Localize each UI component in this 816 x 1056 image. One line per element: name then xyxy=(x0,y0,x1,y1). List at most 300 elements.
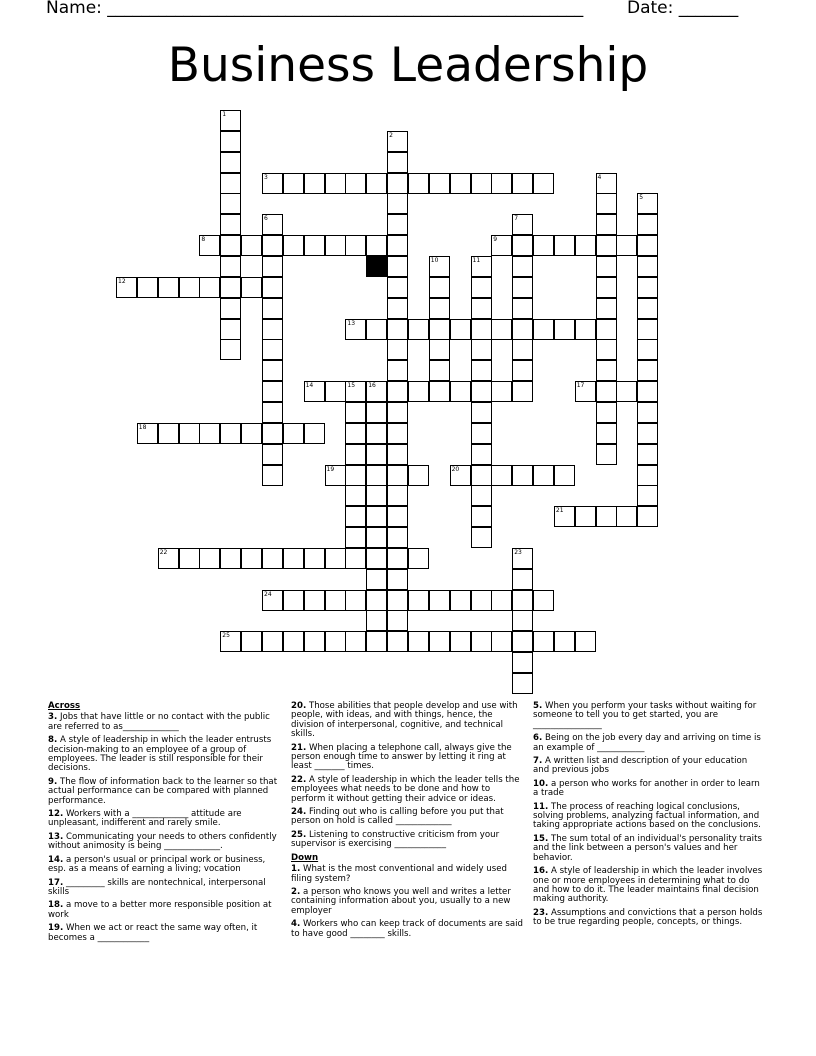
crossword-cell[interactable] xyxy=(387,402,408,423)
crossword-cell[interactable] xyxy=(637,319,658,340)
crossword-cell[interactable] xyxy=(637,339,658,360)
crossword-cell[interactable] xyxy=(345,506,366,527)
crossword-cell[interactable] xyxy=(512,673,533,694)
crossword-cell[interactable] xyxy=(304,631,325,652)
clue-item: 6. Being on the job every day and arriving on time is an example of ___________ xyxy=(533,733,761,753)
clue-item: 7. A written list and description of your education and previous jobs xyxy=(533,756,748,776)
crossword-cell[interactable] xyxy=(637,423,658,444)
crossword-cell[interactable] xyxy=(366,506,387,527)
crossword-cell[interactable] xyxy=(262,298,283,319)
crossword-cell[interactable] xyxy=(262,631,283,652)
crossword-cell[interactable] xyxy=(554,235,575,256)
crossword-cell[interactable] xyxy=(471,590,492,611)
crossword-cell[interactable] xyxy=(533,590,554,611)
crossword-cell[interactable] xyxy=(408,631,429,652)
crossword-cell[interactable] xyxy=(387,381,408,402)
crossword-cell[interactable] xyxy=(262,548,283,569)
crossword-cell[interactable] xyxy=(637,193,658,214)
crossword-cell[interactable] xyxy=(596,423,617,444)
clue-item: 5. When you perform your tasks without waiting for someone to tell you to get started, you are ________________ xyxy=(533,701,757,730)
crossword-cell[interactable] xyxy=(616,235,637,256)
crossword-cell[interactable] xyxy=(554,319,575,340)
crossword-cell[interactable] xyxy=(408,173,429,194)
crossword-cell[interactable] xyxy=(637,277,658,298)
crossword-cell[interactable] xyxy=(637,381,658,402)
crossword-cell[interactable] xyxy=(512,214,533,235)
crossword-cell[interactable] xyxy=(241,631,262,652)
crossword-cell[interactable] xyxy=(241,423,262,444)
crossword-cell[interactable] xyxy=(179,423,200,444)
crossword-cell[interactable] xyxy=(491,235,512,256)
crossword-cell[interactable] xyxy=(512,590,533,611)
crossword-cell[interactable] xyxy=(429,256,450,277)
crossword-cell[interactable] xyxy=(262,235,283,256)
crossword-cell[interactable] xyxy=(262,402,283,423)
crossword-cell[interactable] xyxy=(220,277,241,298)
crossword-cell[interactable] xyxy=(158,548,179,569)
clue-number: 5 xyxy=(639,194,644,202)
crossword-cell[interactable] xyxy=(220,256,241,277)
crossword-cell[interactable] xyxy=(345,173,366,194)
crossword-cell[interactable] xyxy=(637,298,658,319)
clue-number: 14 xyxy=(305,382,314,390)
clue-item: 15. The sum total of an individual's personality traits and the link between a person's values and her behavior. xyxy=(533,833,762,863)
crossword-cell[interactable] xyxy=(262,423,283,444)
crossword-cell[interactable] xyxy=(596,319,617,340)
clue-item: 17. _________ skills are nontechnical, interpersonal skills xyxy=(48,877,266,897)
clue-item: 16. A style of leadership in which the leader involves one or more employees in determining what to do and how to do it. The leader maintains final decision making authority. xyxy=(533,866,763,905)
crossword-cell[interactable] xyxy=(345,527,366,548)
crossword-cell[interactable] xyxy=(596,506,617,527)
clue-number: 20 xyxy=(451,465,460,473)
crossword-cell[interactable] xyxy=(637,506,658,527)
crossword-cell[interactable] xyxy=(325,631,346,652)
crossword-cell[interactable] xyxy=(387,569,408,590)
clue-item: 18. a move to a better more responsible position at work xyxy=(48,900,272,920)
crossword-cell[interactable] xyxy=(512,631,533,652)
crossword-cell[interactable] xyxy=(596,256,617,277)
crossword-cell[interactable] xyxy=(387,152,408,173)
crossword-cell[interactable] xyxy=(345,590,366,611)
clue-item: 4. Workers who can keep track of documents are said to have good ________ skills. xyxy=(291,919,523,939)
crossword-cell[interactable] xyxy=(137,423,158,444)
crossword-cell[interactable] xyxy=(512,652,533,673)
crossword-cell[interactable] xyxy=(366,444,387,465)
clue-item: 22. A style of leadership in which the leader tells the employees what needs to be done and how to perform it without getting their advice or ideas. xyxy=(291,774,520,804)
crossword-cell[interactable] xyxy=(137,277,158,298)
crossword-cell[interactable] xyxy=(366,590,387,611)
crossword-cell[interactable] xyxy=(637,485,658,506)
crossword-cell[interactable] xyxy=(387,485,408,506)
crossword-cell[interactable] xyxy=(471,423,492,444)
crossword-cell[interactable] xyxy=(450,319,471,340)
crossword-cell[interactable] xyxy=(471,381,492,402)
crossword-cell[interactable] xyxy=(283,590,304,611)
crossword-cell[interactable] xyxy=(533,235,554,256)
clue-item: 3. Jobs that have little or no contact with the public are referred to as_____________ xyxy=(48,712,270,732)
crossword-cell[interactable] xyxy=(199,235,220,256)
crossword-cell[interactable] xyxy=(596,381,617,402)
clue-item: 14. a person's usual or principal work or business, esp. as a means of earning a living; vocation xyxy=(48,854,266,875)
crossword-cell[interactable] xyxy=(220,548,241,569)
crossword-cell[interactable] xyxy=(491,465,512,486)
crossword-cell[interactable] xyxy=(220,235,241,256)
crossword-cell[interactable] xyxy=(262,360,283,381)
clue-number: 10 xyxy=(430,257,439,264)
crossword-cell[interactable] xyxy=(450,465,471,486)
crossword-cell[interactable] xyxy=(471,319,492,340)
crossword-cell[interactable] xyxy=(325,548,346,569)
crossword-cell[interactable] xyxy=(220,423,241,444)
crossword-cell[interactable] xyxy=(637,256,658,277)
crossword-cell[interactable] xyxy=(366,569,387,590)
crossword-cell[interactable] xyxy=(575,506,596,527)
clue-number: 8 xyxy=(201,236,206,244)
crossword-cell[interactable] xyxy=(366,548,387,569)
crossword-cell[interactable] xyxy=(158,423,179,444)
crossword-cell[interactable] xyxy=(366,319,387,340)
crossword-cell[interactable] xyxy=(387,214,408,235)
crossword-cell[interactable] xyxy=(512,569,533,590)
crossword-cell[interactable] xyxy=(575,631,596,652)
crossword-cell[interactable] xyxy=(637,214,658,235)
crossword-cell[interactable] xyxy=(491,590,512,611)
crossword-cell[interactable] xyxy=(408,319,429,340)
crossword-cell[interactable] xyxy=(345,444,366,465)
crossword-cell[interactable] xyxy=(387,256,408,277)
crossword-cell[interactable] xyxy=(471,465,492,486)
crossword-cell[interactable] xyxy=(387,193,408,214)
clues-column-1 xyxy=(48,702,280,947)
clue-item: 10. a person who works for another in order to learn a trade xyxy=(533,778,760,799)
crossword-cell[interactable] xyxy=(387,131,408,152)
clue-item: 13. Communicating your needs to others confidently without animosity is being _____________. xyxy=(48,831,277,852)
crossword-cell[interactable] xyxy=(179,548,200,569)
crossword-cell[interactable] xyxy=(596,193,617,214)
crossword-cell[interactable] xyxy=(387,319,408,340)
clue-number: 21 xyxy=(555,507,564,515)
crossword-cell[interactable] xyxy=(366,423,387,444)
crossword-cell[interactable] xyxy=(325,235,346,256)
crossword-cell[interactable] xyxy=(450,631,471,652)
crossword-cell[interactable] xyxy=(616,381,637,402)
crossword-cell[interactable] xyxy=(491,381,512,402)
crossword-cell[interactable] xyxy=(220,173,241,194)
clue-number: 25 xyxy=(222,632,230,640)
crossword-cell[interactable] xyxy=(596,360,617,381)
crossword-cell[interactable] xyxy=(262,339,283,360)
clue-item: 12. Workers with a _____________ attitude are unpleasant, indifferent and rarely smile. xyxy=(48,809,242,829)
crossword-cell[interactable] xyxy=(387,360,408,381)
crossword-cell[interactable] xyxy=(408,465,429,486)
crossword-cell[interactable] xyxy=(262,214,283,235)
crossword-cell[interactable] xyxy=(596,444,617,465)
crossword-cell[interactable] xyxy=(575,381,596,402)
across-clue-list-continued xyxy=(291,702,523,850)
crossword-cell[interactable] xyxy=(366,485,387,506)
crossword-cell[interactable] xyxy=(304,381,325,402)
crossword-cell[interactable] xyxy=(408,548,429,569)
crossword-cell[interactable] xyxy=(471,360,492,381)
crossword-cell[interactable] xyxy=(429,298,450,319)
name-field-label: Name: ________________________________________________________ xyxy=(46,0,584,18)
crossword-cell[interactable] xyxy=(220,298,241,319)
crossword-cell[interactable] xyxy=(471,173,492,194)
crossword-cell[interactable] xyxy=(512,235,533,256)
clue-number: 17 xyxy=(576,382,585,390)
crossword-cell[interactable] xyxy=(345,423,366,444)
crossword-cell[interactable] xyxy=(345,402,366,423)
crossword-cell[interactable] xyxy=(199,423,220,444)
clue-number: 1 xyxy=(222,111,227,118)
crossword-cell[interactable] xyxy=(158,277,179,298)
clue-number: 6 xyxy=(264,215,268,223)
crossword-cell[interactable] xyxy=(596,339,617,360)
crossword-cell[interactable] xyxy=(220,319,241,340)
crossword-cell[interactable] xyxy=(596,298,617,319)
crossword-cell[interactable] xyxy=(491,631,512,652)
crossword-cell[interactable] xyxy=(429,381,450,402)
crossword-cell[interactable] xyxy=(429,631,450,652)
crossword-cell[interactable] xyxy=(637,235,658,256)
crossword-cell[interactable] xyxy=(220,339,241,360)
crossword-cell[interactable] xyxy=(450,381,471,402)
crossword-cell[interactable] xyxy=(387,610,408,631)
across-clue-list xyxy=(48,713,280,943)
clue-number: 2 xyxy=(389,131,393,139)
across-heading: Across xyxy=(48,701,81,711)
crossword-cell[interactable] xyxy=(596,214,617,235)
crossword-cell[interactable] xyxy=(304,423,325,444)
crossword-cell[interactable] xyxy=(554,631,575,652)
clue-number: 7 xyxy=(514,215,519,223)
crossword-cell[interactable] xyxy=(512,360,533,381)
down-clue-list-continued xyxy=(533,702,765,928)
crossword-cell[interactable] xyxy=(429,590,450,611)
crossword-cell[interactable] xyxy=(596,173,617,194)
crossword-cell[interactable] xyxy=(429,339,450,360)
date-field-label: Date: _______ xyxy=(627,0,739,18)
crossword-cell[interactable] xyxy=(471,339,492,360)
clue-item: 2. a person who knows you well and writes a letter containing information about you, usually to a new employer xyxy=(291,886,511,916)
crossword-cell[interactable] xyxy=(512,277,533,298)
crossword-cell[interactable] xyxy=(366,381,387,402)
clue-number: 11 xyxy=(472,257,481,264)
clue-item: 25. Listening to constructive criticism from your supervisor is exercising ____________ xyxy=(291,829,500,850)
crossword-cell[interactable] xyxy=(512,298,533,319)
crossword-cell[interactable] xyxy=(471,527,492,548)
crossword-cell[interactable] xyxy=(345,548,366,569)
crossword-cell[interactable] xyxy=(241,277,262,298)
crossword-cell[interactable] xyxy=(408,381,429,402)
crossword-cell[interactable] xyxy=(262,256,283,277)
crossword-cell[interactable] xyxy=(596,235,617,256)
crossword-cell[interactable] xyxy=(262,465,283,486)
crossword-cell[interactable] xyxy=(220,631,241,652)
crossword-cell[interactable] xyxy=(512,465,533,486)
crossword-cell[interactable] xyxy=(345,485,366,506)
clues-column-2 xyxy=(291,702,523,943)
clue-item: 9. The flow of information back to the learner so that actual performance can be compared with planned performance. xyxy=(48,776,278,806)
crossword-cell[interactable] xyxy=(220,193,241,214)
crossword-cell[interactable] xyxy=(304,590,325,611)
crossword-cell[interactable] xyxy=(325,590,346,611)
crossword-cell[interactable] xyxy=(220,131,241,152)
crossword-cell[interactable] xyxy=(471,298,492,319)
crossword-cell[interactable] xyxy=(366,465,387,486)
crossword-cell[interactable] xyxy=(616,506,637,527)
crossword-cell[interactable] xyxy=(533,173,554,194)
crossword-cell[interactable] xyxy=(345,465,366,486)
crossword-cell[interactable] xyxy=(262,319,283,340)
crossword-cell[interactable] xyxy=(387,173,408,194)
crossword-cell[interactable] xyxy=(512,339,533,360)
crossword-cell[interactable] xyxy=(179,277,200,298)
crossword-cell[interactable] xyxy=(533,465,554,486)
crossword-cell[interactable] xyxy=(366,610,387,631)
crossword-cell[interactable] xyxy=(345,235,366,256)
crossword-cell[interactable] xyxy=(596,277,617,298)
crossword-cell[interactable] xyxy=(533,319,554,340)
crossword-cell[interactable] xyxy=(220,152,241,173)
crossword-cell[interactable] xyxy=(366,402,387,423)
crossword-cell[interactable] xyxy=(554,465,575,486)
crossword-cell[interactable] xyxy=(575,319,596,340)
crossword-cell[interactable] xyxy=(450,590,471,611)
crossword-cell[interactable] xyxy=(512,381,533,402)
clue-item: 1. What is the most conventional and widely used filing system? xyxy=(291,864,507,884)
black-square xyxy=(366,256,387,277)
crossword-cell[interactable] xyxy=(345,319,366,340)
crossword-cell[interactable] xyxy=(491,173,512,194)
crossword-cell[interactable] xyxy=(283,631,304,652)
crossword-cell[interactable] xyxy=(533,631,554,652)
crossword-cell[interactable] xyxy=(262,173,283,194)
down-heading: Down xyxy=(291,852,319,863)
crossword-cell[interactable] xyxy=(387,465,408,486)
crossword-cell[interactable] xyxy=(637,402,658,423)
clues-column-3 xyxy=(533,702,765,932)
crossword-cell[interactable] xyxy=(387,339,408,360)
crossword-cell[interactable] xyxy=(283,548,304,569)
clue-number: 18 xyxy=(138,423,147,431)
crossword-cell[interactable] xyxy=(387,277,408,298)
clue-item: 8. A style of leadership in which the leader entrusts decision-making to an employee of a group of employees. The leader is still responsible for their decisions. xyxy=(48,735,272,774)
crossword-cell[interactable] xyxy=(345,381,366,402)
crossword-cell[interactable] xyxy=(512,319,533,340)
clue-item: 21. When placing a telephone call, always give the person enough time to answer by letting it ring at least _______ times. xyxy=(291,742,512,772)
clue-item: 19. When we act or react the same way often, it becomes a ____________ xyxy=(48,923,258,943)
crossword-cell[interactable] xyxy=(512,610,533,631)
crossword-cell[interactable] xyxy=(471,485,492,506)
clue-number: 16 xyxy=(368,382,376,390)
crossword-cell[interactable] xyxy=(471,631,492,652)
crossword-cell[interactable] xyxy=(387,548,408,569)
clue-number: 9 xyxy=(493,236,498,244)
crossword-cell[interactable] xyxy=(512,548,533,569)
clue-item: 11. The process of reaching logical conclusions, solving problems, analyzing factual information, and taking appropriate actions based on the conclusions. xyxy=(533,801,761,831)
crossword-cell[interactable] xyxy=(387,527,408,548)
crossword-cell[interactable] xyxy=(471,506,492,527)
crossword-cell[interactable] xyxy=(366,235,387,256)
crossword-cell[interactable] xyxy=(325,465,346,486)
crossword-cell[interactable] xyxy=(637,444,658,465)
down-clue-list xyxy=(291,865,523,939)
crossword-cell[interactable] xyxy=(387,298,408,319)
crossword-cell[interactable] xyxy=(429,319,450,340)
crossword-cell[interactable] xyxy=(387,506,408,527)
crossword-cell[interactable] xyxy=(596,402,617,423)
crossword-cell[interactable] xyxy=(637,360,658,381)
crossword-cell[interactable] xyxy=(304,173,325,194)
crossword-cell[interactable] xyxy=(304,235,325,256)
crossword-cell[interactable] xyxy=(283,423,304,444)
clue-number: 19 xyxy=(326,465,335,473)
crossword-cell[interactable] xyxy=(637,465,658,486)
crossword-cell[interactable] xyxy=(199,548,220,569)
crossword-cell[interactable] xyxy=(304,548,325,569)
crossword-cell[interactable] xyxy=(387,590,408,611)
crossword-cell[interactable] xyxy=(262,381,283,402)
crossword-cell[interactable] xyxy=(512,173,533,194)
clue-item: 24. Finding out who is calling before you put that person on hold is called _____________ xyxy=(291,807,504,827)
crossword-cell[interactable] xyxy=(575,235,596,256)
clue-item: 23. Assumptions and convictions that a person holds to be true regarding people, concepts, or things. xyxy=(533,907,763,928)
clue-number: 15 xyxy=(347,382,356,390)
crossword-cell[interactable] xyxy=(366,173,387,194)
crossword-cell[interactable] xyxy=(387,235,408,256)
crossword-cell[interactable] xyxy=(366,631,387,652)
crossword-cell[interactable] xyxy=(429,173,450,194)
crossword-cell[interactable] xyxy=(366,527,387,548)
clue-number: 23 xyxy=(514,548,522,556)
crossword-cell[interactable] xyxy=(325,381,346,402)
crossword-cell[interactable] xyxy=(512,256,533,277)
clue-number: 24 xyxy=(264,590,272,598)
crossword-cell[interactable] xyxy=(450,173,471,194)
clue-item: 20. Those abilities that people develop and use with people, with ideas, and with things, hence, the division of interpersonal, cognitive, and technical skills. xyxy=(291,701,518,740)
crossword-cell[interactable] xyxy=(220,110,241,131)
crossword-cell[interactable] xyxy=(387,444,408,465)
crossword-cell[interactable] xyxy=(283,173,304,194)
page-title: Business Leadership xyxy=(167,38,649,93)
crossword-cell[interactable] xyxy=(262,277,283,298)
clue-number: 13 xyxy=(347,319,356,327)
crossword-cell[interactable] xyxy=(220,214,241,235)
clue-number: 3 xyxy=(264,173,268,181)
crossword-cell[interactable] xyxy=(241,548,262,569)
crossword-cell[interactable] xyxy=(429,277,450,298)
crossword-cell[interactable] xyxy=(471,277,492,298)
crossword-cell[interactable] xyxy=(262,590,283,611)
crossword-cell[interactable] xyxy=(283,235,304,256)
crossword-cell[interactable] xyxy=(387,423,408,444)
crossword-cell[interactable] xyxy=(387,631,408,652)
crossword-cell[interactable] xyxy=(408,590,429,611)
crossword-cell[interactable] xyxy=(471,444,492,465)
crossword-cell[interactable] xyxy=(325,173,346,194)
crossword-cell[interactable] xyxy=(345,631,366,652)
crossword-cell[interactable] xyxy=(554,506,575,527)
crossword-cell[interactable] xyxy=(471,256,492,277)
crossword-cell[interactable] xyxy=(262,444,283,465)
crossword-cell[interactable] xyxy=(241,235,262,256)
crossword-cell[interactable] xyxy=(429,360,450,381)
crossword-cell[interactable] xyxy=(491,319,512,340)
crossword-cell[interactable] xyxy=(116,277,137,298)
crossword-cell[interactable] xyxy=(471,402,492,423)
crossword-cell[interactable] xyxy=(199,277,220,298)
